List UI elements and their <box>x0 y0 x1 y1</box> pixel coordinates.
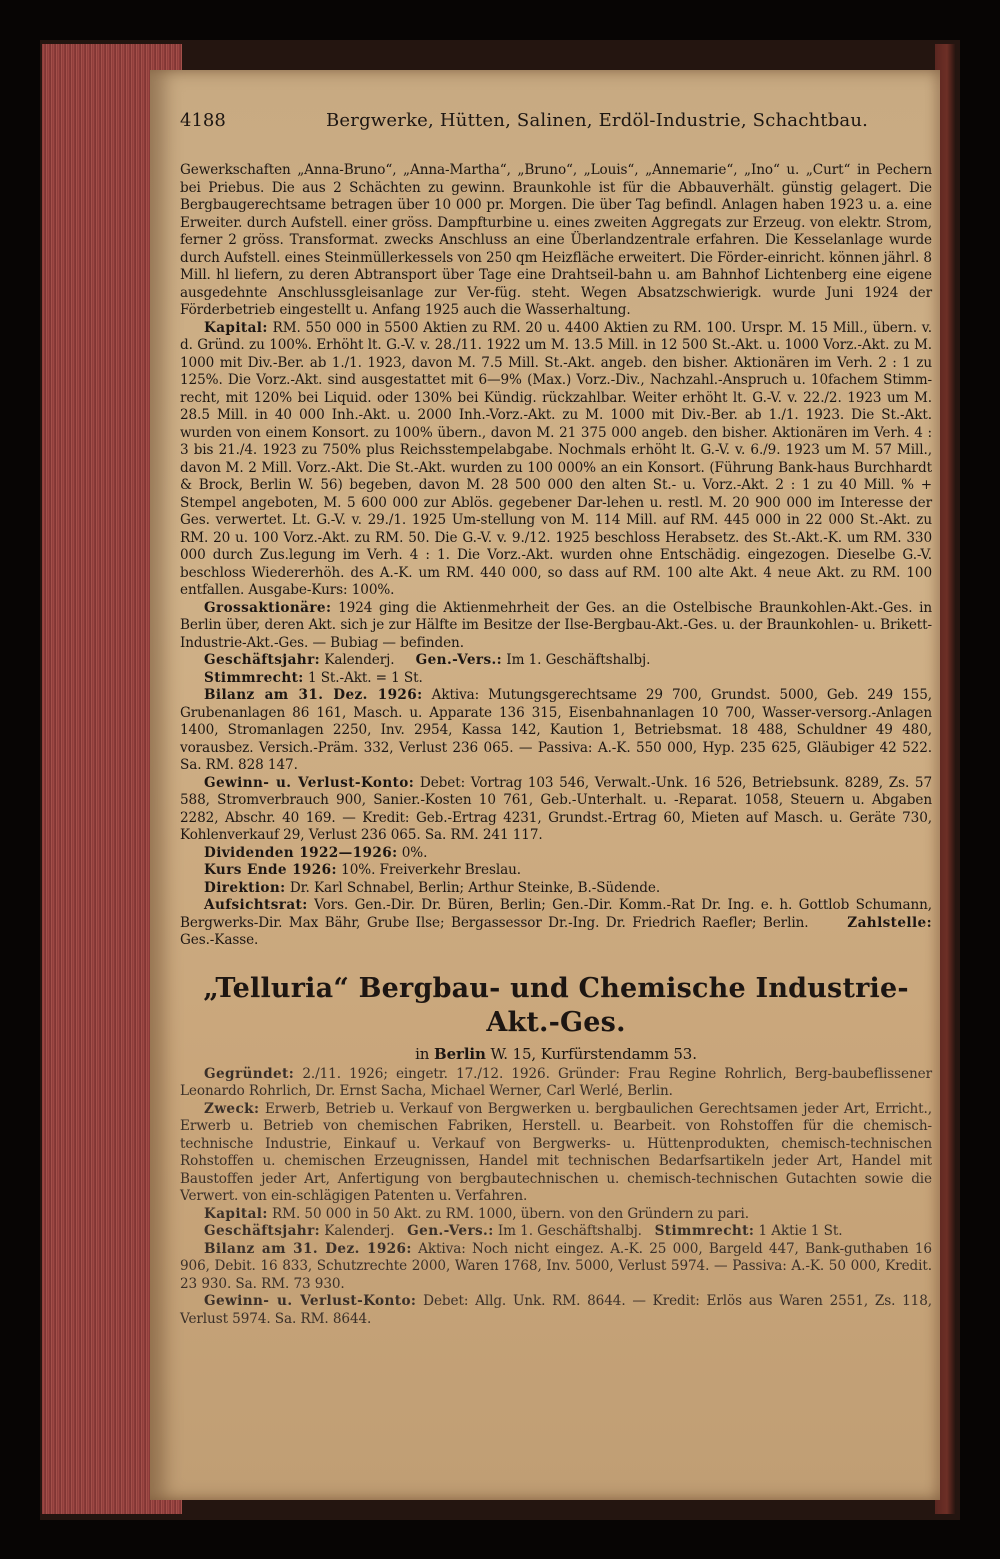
paragraph-kapital: Kapital: RM. 550 000 in 5500 Aktien zu RM. 20 u. 4400 Aktien zu RM. 100. Urspr. M. 15 Mill., übern. v. d. Gründ. zu 100%. Erhöht lt. G.-V. v. 28./11. 1922 um M. 13.5 Mill. in 12 500 St.-Akt. u. 1000 Vorz.-Akt. zu M. 1000 mit Div.-Ber. ab 1./1. 1923, davon M. 7.5 Mill. St.-Akt. angeb. den bisher. Aktionären im Verh. 2 : 1 zu 125%. Die Vorz.-Akt. sind ausgestattet mit 6—9% (Max.) Vorz.-Div., Nachzahl.-Anspruch u. 10fachem Stimm-recht, mit 120% bei Liquid. oder 130% bei Kündig. rückzahlbar. Weiter erhöht lt. G.-V. v. 22./2. 1923 um M. 28.5 Mill. in 40 000 Inh.-Akt. u. 2000 Inh.-Vorz.-Akt. zu M. 1000 mit Div.-Ber. ab 1./1. 1923. Die St.-Akt. wurden von einem Konsort. zu 100% übern., davon M. 21 375 000 angeb. den bisher. Aktionären im Verh. 4 : 3 bis 21./4. 1923 zu 750% plus Reichsstempelabgabe. Nochmals erhöht lt. G.-V. v. 6./9. 1923 um M. 57 Mill., davon M. 2 Mill. Vorz.-Akt. Die St.-Akt. wurden zu 100 000% an ein Konsort. (Führung Bank-haus Burchhardt & Brock, Berlin W. 56) begeben, davon M. 28 500 000 den alten St.- u. Vorz.-Akt. 2 : 1 zu 40 Mill. % + Stempel angeboten, M. 5 600 000 zur Ablös. gegebener Dar-lehen u. restl. M. 20 900 000 im Interesse der Ges. verwertet. Lt. G.-V. v. 29./1. 1925 Um-stellung von M. 114 Mill. auf RM. 445 000 in 22 000 St.-Akt. zu RM. 20 u. 100 Vorz.-Akt. zu RM. 50. Die G.-V. v. 9./12. 1925 beschloss Herabsetz. des St.-Akt.-K. um RM. 330 000 durch Zus.legung im Verh. 4 : 1. Die Vorz.-Akt. wurden ohne Entschädig. eingezogen. Dieselbe G.-V. beschloss Wiedererhöh. des A.-K. um RM. 440 000, so dass auf RM. 100 alte Akt. 4 neue Akt. zu RM. 100 entfallen. Ausgabe-Kurs: 100%. <box>180 319 932 598</box>
paragraph-company-gewinn-verlust: Gewinn- u. Verlust-Konto: Debet: Allg. Unk. RM. 8644. — Kredit: Erlös aus Waren 2551, Zs. 118, Verlust 5974. Sa. RM. 8644. <box>180 1293 932 1327</box>
paragraph-bilanz: Bilanz am 31. Dez. 1926: Aktiva: Mutungsgerechtsame 29 700, Grundst. 5000, Geb. 249 155, Grubenanlagen 86 161, Masch. u. Apparate 136 315, Eisenbahnanlagen 10 700, Wasser-versorg.-Anlagen 1400, Stromanlagen 2250, Inv. 2954, Kassa 142, Kaution 1, Betriebsmat. 18 488, Schuldner 49 480, vorausbez. Versich.-Präm. 332, Verlust 236 065. — Passiva: A.-K. 550 000, Hyp. 235 625, Gläubiger 42 522. Sa. RM. 828 147. <box>180 687 932 773</box>
document-page <box>150 70 940 1500</box>
paragraph-gewinn-verlust: Gewinn- u. Verlust-Konto: Debet: Vortrag 103 546, Verwalt.-Unk. 16 526, Betriebsunk. 8289, Zs. 57 588, Stromverbrauch 900, Sanier.-Kosten 10 761, Geb.-Unterhalt. u. -Reparat. 1058, Steuern u. Abgaben 2282, Abschr. 40 169. — Kredit: Geb.-Ertrag 4231, Grundst.-Ertrag 60, Mieten auf Masch. u. Geräte 730, Kohlenverkauf 29, Verlust 236 065. Sa. RM. 241 117. <box>180 774 932 843</box>
paragraph-aufsichtsrat: Aufsichtsrat: Vors. Gen.-Dir. Dr. Büren, Berlin; Gen.-Dir. Komm.-Rat Dr. Ing. e. h. Gottlob Schumann, Bergwerks-Dir. Max Bähr, Grube Ilse; Bergassessor Dr.-Ing. Dr. Friedrich Raefler; Berlin. Zahlstelle: Ges.-Kasse. <box>180 897 933 948</box>
company-address: in Berlin W. 15, Kurfürstendamm 53. <box>415 1044 697 1063</box>
paragraph-geschaeftsjahr: Geschäftsjahr: Kalenderj. Gen.-Vers.: Im 1. Geschäftshalbj. <box>204 652 651 668</box>
running-title: Bergwerke, Hütten, Salinen, Erdöl-Industrie, Schachtbau. <box>326 110 869 131</box>
paragraph-company-kapital: Kapital: RM. 50 000 in 50 Akt. zu RM. 1000, übern. von den Gründern zu pari. <box>204 1205 750 1222</box>
company-section <box>180 1066 932 1329</box>
paragraph-dividenden: Dividenden 1922—1926: 0%. <box>204 844 428 861</box>
body-text <box>180 162 932 1328</box>
paragraph-intro: Gewerkschaften „Anna-Bruno“, „Anna-Martha“, „Bruno“, „Louis“, „Annemarie“, „Ino“ u. „Curt“ in Pechern bei Priebus. Die aus 2 Schächten zu gewinn. Braunkohle ist für die Abbauverhält. günstig gelagert. Die Bergbaugerechtsame betragen über 10 000 pr. Morgen. Die über Tag befindl. Anlagen haben 1923 u. a. eine Erweiter. durch Aufstell. einer gröss. Dampfturbine u. eines zweiten Aggregats zur Erzeug. von elektr. Strom, ferner 2 gröss. Transformat. zwecks Anschluss an eine Überlandzentrale erfahren. Die Kesselanlage wurde durch Aufstell. eines Steinmüllerkessels von 250 qm Heizfläche erweitert. Die Förder-einricht. können jährl. 8 Mill. hl liefern, zu deren Abtransport über Tage eine Drahtseil-bahn u. am Bahnhof Lichtenberg eine eigene ausgedehnte Anschlussgleisanlage zur Ver-füg. steht. Wegen Absatzschwierigk. wurde Juni 1924 der Förderbetrieb eingestellt u. Anfang 1925 auch die Wasserhaltung. <box>180 162 932 318</box>
paragraph-stimmrecht: Stimmrecht: 1 St.-Akt. = 1 St. <box>204 669 423 686</box>
page-number: 4188 <box>180 110 226 131</box>
paragraph-grossaktionaere: Grossaktionäre: 1924 ging die Aktienmehrheit der Ges. an die Ostelbische Braunkohlen-Akt.-Ges. in Berlin über, deren Akt. sich je zur Hälfte im Besitze der Ilse-Bergbau-Akt.-Ges. u. der Braunkohlen- u. Brikett-Industrie-Akt.-Ges. — Bubiag — befinden. <box>180 599 932 651</box>
paragraph-zweck: Zweck: Erwerb, Betrieb u. Verkauf von Bergwerken u. bergbaulichen Gerechtsamen jeder Art, Erricht., Erwerb u. Betrieb von chemischen Fabriken, Herstell. u. Bearbeit. von Rohstoffen für die chemisch-technische Industrie, Einkauf u. Verkauf von Bergwerks- u. Hüttenprodukten, chemisch-technischen Rohstoffen u. chemischen Erzeugnissen, Handel mit technischen Bedarfsartikeln jeder Art, Handel mit Baustoffen jeder Art, Anfertigung von bergbautechnischen u. chemisch-technischen Gutachten sowie die Verwert. von ein-schlägigen Patenten u. Verfahren. <box>180 1100 932 1204</box>
paragraph-direktion: Direktion: Dr. Karl Schnabel, Berlin; Arthur Steinke, B.-Südende. <box>204 879 661 896</box>
paragraph-company-geschaeftsjahr: Geschäftsjahr: Kalenderj. Gen.-Vers.: Im 1. Geschäftshalbj. Stimmrecht: 1 Aktie 1 St. <box>204 1223 843 1239</box>
paragraph-gegruendet: Gegründet: 2./11. 1926; eingetr. 17./12. 1926. Gründer: Frau Regine Rohrlich, Berg-baubeflissener Leonardo Rohrlich, Dr. Ernst Sacha, Michael Werner, Carl Werlé, Berlin. <box>180 1065 932 1099</box>
company-title: „Telluria“ Bergbau- und Chemische Industrie-Akt.-Ges. <box>203 972 909 1038</box>
paragraph-company-bilanz: Bilanz am 31. Dez. 1926: Aktiva: Noch nicht eingez. A.-K. 25 000, Bargeld 447, Bank-guthaben 16 906, Debit. 16 833, Schutzrechte 2000, Waren 1768, Inv. 5000, Verlust 5974. — Passiva: A.-K. 50 000, Kredit. 23 930. Sa. RM. 73 930. <box>180 1240 932 1292</box>
paragraph-kurs: Kurs Ende 1926: 10%. Freiverkehr Breslau. <box>204 862 521 878</box>
page-header <box>180 110 900 140</box>
